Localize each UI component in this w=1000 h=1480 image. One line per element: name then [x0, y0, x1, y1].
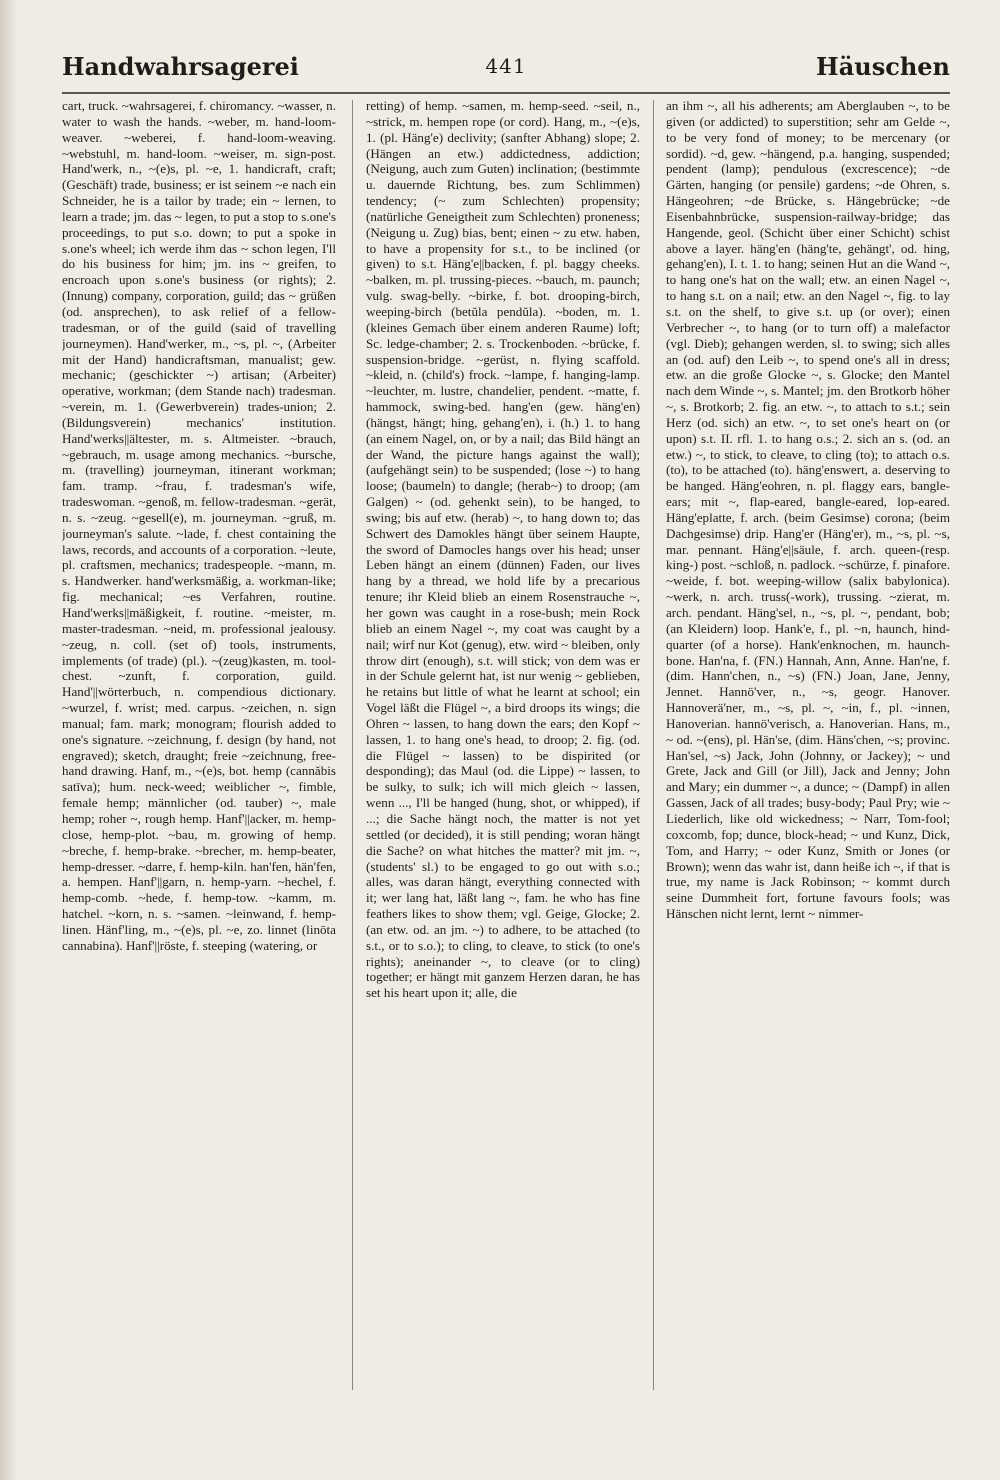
header-last-entry: Häuschen — [816, 52, 950, 81]
text-column-2 — [366, 98, 640, 1394]
page-edge-shadow — [0, 0, 18, 1480]
column-divider — [653, 100, 654, 1390]
running-header — [62, 52, 950, 86]
text-column-3 — [666, 98, 950, 1394]
text-column-1 — [62, 98, 336, 1394]
column-text: an ihm ~, all his adherents; am Aberglauben ~, to be given (or addicted) to superstition; sehr am Gelde ~, to be very fond of money; to be mercenary (or sordid). ~d, gew. ~hängend, p.a. hanging, suspended; pendent (lamp); pendulous (excrescence); ~de Gärten, hanging (or pensile) gardens; ~de Ohren, s. Hängeohren; ~de Brücke, s. Hängebrücke; ~de Eisenbahnbrücke, suspension-railway-bridge; das Hangende, geol. (Schicht über einer Schicht) schist above a layer. häng'en (häng'te, gehängt', od. hing, gehang'en), I. t. 1. to hang; seinen Hut an die Wand ~, to hang one's hat on the wall; etw. an einen Nagel ~, to hang s.t. on a nail; etw. an den Nagel ~, fig. to lay s.t. on the shelf, to give s.t. up (or over); einen Verbrecher ~, to hang (or to turn off) a malefactor (vgl. Dieb); gehangen werden, sl. to swing; sich alles an (od. auf) den Leib ~, to spend one's all in dress; etw. an die große Glocke ~, s. Glocke; den Mantel nach dem Winde ~, s. Mantel; jm. den Brotkorb höher ~, s. Brotkorb; 2. fig. an etw. ~, to attach to s.t.; sein Herz (od. sich) an etw. ~, to set one's heart on (or upon) s.t. II. rfl. 1. to hang o.s.; 2. sich an s. (od. an etw.) ~, to stick, to cleave, to cling (to); to attach o.s. (to), to be attached (to). häng'enswert, a. deserving to be hanged. Häng'eohren, n. pl. flaggy ears, bangle-ears; mit ~, flap-eared, bangle-eared, lop-eared. Häng'eplatte, f. arch. (beim Gesimse) corona; (beim Dachgesimse) drip. Hang'er (Häng'er), m., ~s, pl. ~s, mar. pennant. Häng'e||säule, f. arch. queen-(resp. king-) post. ~schloß, n. padlock. ~schürze, f. pinafore. ~weide, f. bot. weeping-willow (salix babylonica). ~werk, n. arch. truss(-work), trussing. ~zierat, m. arch. pendant. Häng'sel, n., ~s, pl. ~, pendant, bob; (an Kleidern) loop. Hank'e, f., pl. ~n, haunch, hind-quarter (of a horse). Hank'enknochen, m. haunch-bone. Han'na, f. (FN.) Hannah, Ann, Anne. Han'ne, f. (dim. Hann'chen, n., ~s) (FN.) Joan, Jane, Jenny, Jennet. Hannö'ver, n., ~s, geogr. Hanover. Hannoverä'ner, m., ~s, pl. ~, ~in, f., pl. ~innen, Hanoverian. hannö'verisch, a. Hanoverian. Hans, m., ~ od. ~(ens), pl. Hän'se, (dim. Häns'chen, ~s; provinc. Han'sel, ~s) Jack, John (Johnny, or Jackey); ~ und Grete, Jack and Gill (or Jill), Jack and Jenny; John and Mary; ein dummer ~, a dunce; ~ (Dampf) in allen Gassen, Jack of all trades; busy-body; Paul Pry; wie ~ Liederlich, like old wickedness; ~ Narr, Tom-fool; coxcomb, fop; dunce, block-head; ~ und Kunz, Dick, Tom, and Harry; ~ oder Kunz, Smith or Jones (or Brown); wenn das wahr ist, dann heiße ich ~, if that is true, my name is Jack Robinson; ~ kommt durch seine Dummheit fort, fortune favours fools; was Hänschen nicht lernt, lernt ~ nimmer- — [666, 98, 950, 922]
header-first-entry: Handwahrsagerei — [62, 52, 299, 81]
header-rule — [62, 92, 950, 94]
column-text: cart, truck. ~wahrsagerei, f. chiromancy. ~wasser, n. water to wash the hands. ~weber, m. hand-loom-weaver. ~weberei, f. hand-loom-weaving. ~webstuhl, m. hand-loom. ~weiser, m. sign-post. Hand'werk, n., ~(e)s, pl. ~e, 1. handicraft, craft; (Geschäft) trade, business; er ist seinem ~e nach ein Schneider, he is a tailor by trade; ein ~ lernen, to learn a trade; jm. das ~ legen, to put a stop to s.one's proceedings, to put s.o. down; to put a spoke in s.one's wheel; ich werde ihm das ~ schon legen, I'll do his business for him; jm. ins ~ greifen, to encroach upon s.one's business (or rights); 2. (Innung) company, corporation, guild; das ~ grüßen (od. ansprechen), to ask relief of a fellow-tradesman, or of the guild (said of travelling journeymen). Hand'werker, m., ~s, pl. ~, (Arbeiter mit der Hand) handicraftsman, manualist; gew. mechanic; (geschickter ~) artisan; (Arbeiter) operative, workman; (dem Stande nach) tradesman. ~verein, m. 1. (Gewerbverein) trades-union; 2. (Bildungsverein) mechanics' institution. Hand'werks||ältester, m. s. Altmeister. ~brauch, ~gebrauch, m. usage among mechanics. ~bursche, m. (travelling) journeyman, itinerant workman; fam. tramp. ~frau, f. tradesman's wife, tradeswoman. ~genoß, m. fellow-tradesman. ~gerät, n. s. ~zeug. ~gesell(e), m. journeyman. ~gruß, m. journeyman's salute. ~lade, f. chest containing the laws, records, and accounts of a corporation. ~leute, pl. craftsmen, mechanics; tradespeople. ~mann, m. s. Handwerker. hand'werksmäßig, a. workman-like; fig. mechanical; ~es Verfahren, routine. Hand'werks||mäßigkeit, f. routine. ~meister, m. master-tradesman. ~neid, m. professional jealousy. ~zeug, n. coll. (set of) tools, instruments, implements (of trade) (pl.). ~(zeug)kasten, m. tool-chest. ~zunft, f. corporation, guild. Hand'||wörterbuch, n. compendious dictionary. ~wurzel, f. wrist; med. carpus. ~zeichen, n. sign manual; fam. mark; monogram; flourish added to one's signature. ~zeichnung, f. design (by hand, not engraved); sketch, draught; freie ~zeichnung, free-hand drawing. Hanf, m., ~(e)s, bot. hemp (cannăbis satīva); hum. neck-weed; weiblicher ~, fimble, female hemp; männlicher (od. tauber) ~, male hemp; roher ~, rough hemp. Hanf'||acker, m. hemp-close, hemp-plot. ~bau, m. growing of hemp. ~breche, f. hemp-brake. ~brecher, m. hemp-beater, hemp-dresser. ~darre, f. hemp-kiln. han'fen, hän'fen, a. hempen. Hanf'||garn, n. hemp-yarn. ~hechel, f. hemp-comb. ~hede, f. hemp-tow. ~kamm, m. hatchel. ~korn, n. s. ~samen. ~leinwand, f. hemp-linen. Hänf'ling, m., ~(e)s, pl. ~e, zo. linnet (linōta cannabina). Hanf'||röste, f. steeping (watering, or — [62, 98, 336, 953]
column-text: retting) of hemp. ~samen, m. hemp-seed. ~seil, n., ~strick, m. hempen rope (or cord). Hang, m., ~(e)s, 1. (pl. Häng'e) declivity; (sanfter Abhang) slope; 2. (Hängen an etw.) addictedness, addiction; (Neigung, auch zum Guten) inclination; (bestimmte u. dauernde Richtung, bes. zum Schlimmen) tendency; (~ zum Schlechten) propensity; (natürliche Geneigtheit zum Schlechten) proneness; (Neigung u. Zug) bias, bent; einen ~ zu etw. haben, to have a propensity for s.t., to be inclined (or given) to s.t. Häng'e||backen, f. pl. baggy cheeks. ~balken, m. pl. trussing-pieces. ~bauch, m. paunch; vulg. swag-belly. ~birke, f. bot. drooping-birch, weeping-birch (betŭla pendŭla). ~boden, m. 1. (kleines Gemach über einem anderen Raume) loft; Sc. ledge-chamber; 2. s. Trockenboden. ~brücke, f. suspension-bridge. ~gerüst, n. flying scaffold. ~kleid, n. (child's) frock. ~lampe, f. hanging-lamp. ~leuchter, m. lustre, chandelier, pendent. ~matte, f. hammock, swing-bed. hang'en (gew. häng'en) (hängst, hängt; hing, gehang'en), i. (h.) 1. to hang (an einem Nagel, on, or by a nail; das Bild hängt an der Wand, the picture hangs against the wall); (aufgehängt sein) to be suspended; (lose ~) to hang loose; (baumeln) to dangle; (herab~) to droop; (am Galgen) ~ (od. gehenkt sein), to be hanged, to swing; bis auf etw. (herab) ~, to hang down to; das Schwert des Damokles hängt über seinem Haupte, the sword of Damocles hangs over his head; unser Leben hängt an einem (dünnen) Faden, our lives hang by a thread, we hold life by a precarious tenure; ihr Kleid blieb an einem Rosenstrauche ~, her gown was caught in a rose-bush; mein Rock blieb an einem Nagel ~, my coat was caught by a nail; wirf nur Kot (genug), etw. wird ~ bleiben, only throw dirt (enough), s.t. will stick; von dem was er in der Schule gelernt hat, ist nur wenig ~ geblieben, he retains but little of what he learnt at school; ein Vogel läßt die Flügel ~, a bird droops its wings; die Ohren ~ lassen, to hang down the ears; den Kopf ~ lassen, 1. to hang one's head, to droop; 2. fig. (od. die Flügel ~ lassen) to be dispirited (or desponding); das Maul (od. die Lippe) ~ lassen, to be sulky, to sulk; ich will mich gleich ~ lassen, wenn ..., I'll be hanged (hung, shot, or whipped), if ...; die Sache hängt noch, the matter is not yet settled (or decided), it is still pending; woran hängt die Sache? on what hitches the matter? mit jm. ~, (students' sl.) to be engaged to go out with s.o.; alles, was daran hängt, everything connected with it; wer lang hat, läßt lang ~, fam. he who has fine feathers likes to show them; vgl. Geige, Glocke; 2. (an etw. od. an jm. ~) to adhere, to be attached (to s.t., or to s.o.); to cling, to cleave, to stick (to one's rights); aneinander ~, to cleave (or to cling) together; er hängt mit ganzem Herzen daran, he has set his heart upon it; alle, die — [366, 98, 640, 1001]
page-number: 441 — [485, 54, 527, 78]
column-divider — [352, 100, 353, 1390]
